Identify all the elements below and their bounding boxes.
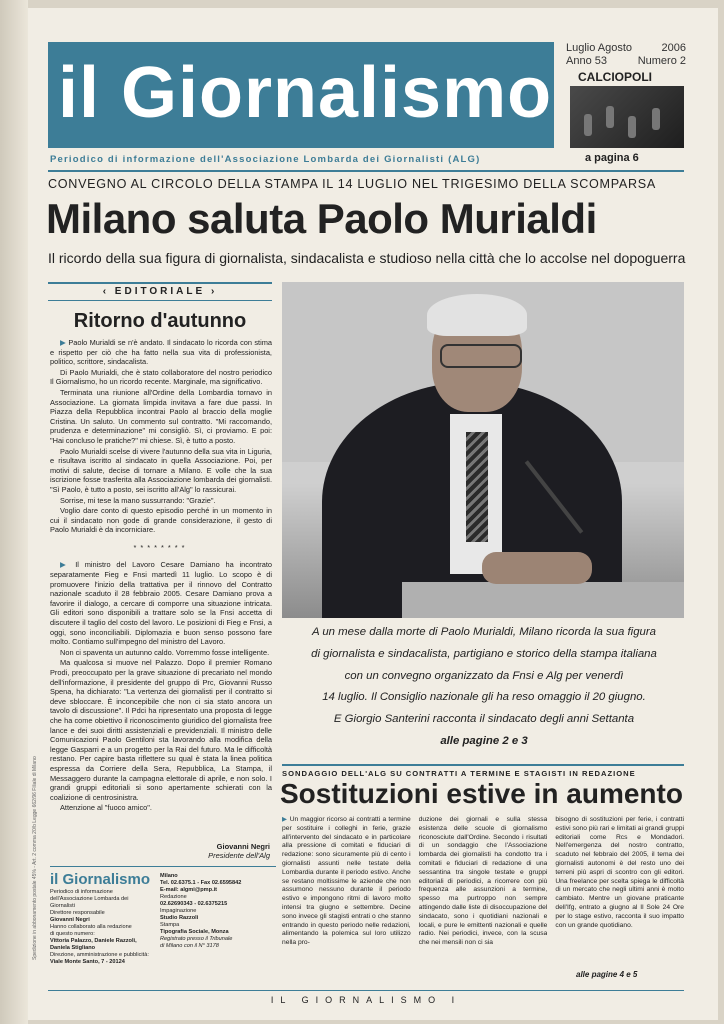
- player-figure: [652, 108, 660, 130]
- calciopoli-label: CALCIOPOLI: [578, 70, 652, 84]
- editoriale-title[interactable]: Ritorno d'autunno: [73, 310, 247, 332]
- murialdi-photo[interactable]: [282, 282, 684, 618]
- photo-hand: [482, 552, 592, 584]
- arrow-icon: ▶: [60, 560, 76, 570]
- lead-deck: Il ricordo della sua figura di giornalista, sindacalista e studioso nella città che lo accolse nel dopoguerra: [48, 250, 686, 266]
- arrow-icon: ▶: [282, 816, 290, 823]
- editoriale-paragraph: Sorrise, mi tese la mano sussurrando: "Grazie".: [60, 495, 216, 505]
- colophon: [50, 866, 276, 965]
- editoriale-paragraph: Attenzione al "fuoco amico".: [60, 803, 152, 813]
- sondaggio-column: bisogno di sostituzioni per ferie, i contratti estivi sono più rari e limitati ai grandi gruppi editoriali come Rcs e Mondadori. Nell'emergenza del nostro contratto, scaduto nel febbraio del 2005, il tema dei giornalisti autonomi è del resto uno dei terreni più aspri di scontro con gli editori. Una freelance per scelta spiega le difficoltà di un mercato che negli ultimi anni è molto cambiato. Mentre un giovane praticante dell'Ifg, entrato a giugno al Il Sole 24 Ore per lo stage estivo, racconta il suo impatto con un grande quotidiano.: [555, 816, 685, 929]
- calciopoli-page-ref[interactable]: a pagina 6: [585, 152, 639, 164]
- photo-glasses: [440, 344, 522, 368]
- sondaggio-page-ref[interactable]: alle pagine 4 e 5: [576, 970, 638, 979]
- sondaggio-body: [282, 816, 684, 984]
- sondaggio-column: ▶ Un maggior ricorso ai contratti a termine per sostituire i colleghi in ferie, grazie all'intervento del sindacato e in particolare alla pressione di comitati e fiduciari di redazione: sono sicuramente più di cento i giornalisti assunti nelle testate della Lombardia durante il periodo estivo. Anche se restano moltissime le aziende che non assumono nessuno durante il periodo estivo e impongono ritmi di lavoro molto intensi tra giugno e settembre. Decine sono invece gli stagisti entrati o che stanno entrando in questo periodo nelle redazioni, alimentando la polemica sul loro utilizzo nella pro-: [282, 816, 411, 947]
- sondaggio-rule: [282, 764, 684, 766]
- lead-kicker: CONVEGNO AL CIRCOLO DELLA STAMPA IL 14 LUGLIO NEL TRIGESIMO DELLA SCOMPARSA: [48, 177, 656, 191]
- photo-hair: [427, 294, 527, 336]
- page-footer: IL GIORNALISMO I: [48, 990, 684, 1005]
- lead-headline[interactable]: Milano saluta Paolo Murialdi: [46, 195, 597, 242]
- calciopoli-photo[interactable]: [570, 86, 684, 148]
- issue-anno: Anno 53: [566, 55, 607, 67]
- issue-months: Luglio Agosto: [566, 42, 633, 54]
- editoriale-paragraph: Voglio dare conto di questo episodio perché in un momento in cui il sindacato non gode di grande considerazione, il gesto di Paolo Murialdi è da incorniciare.: [50, 506, 272, 535]
- editoriale-band-label: EDITORIALE: [114, 286, 206, 297]
- issue-info: [566, 42, 686, 68]
- sondaggio-title[interactable]: Sostituzioni estive in aumento: [280, 778, 683, 809]
- editoriale-paragraph: Terminata una riunione all'Ordine della Lombardia tornavo in Associazione. La giornata limpida invitava a fare due passi. In Piazza della Repubblica incontrai Paolo al braccio della moglie Cristina. Un saluto. Un commento sul contratto. "Mi raccomando, prudenza e determinazione" mi consigliò. Sì, ci proviamo. E poi: "Hai concluso le pratiche?" mi chiese. Sì, è tutto a posto.: [50, 387, 272, 445]
- colophon-logo: il Giornalismo: [50, 871, 151, 888]
- sondaggio-column: duzione dei giornali e sulla stessa esistenza delle scuole di giornalismo riconosciute dall'Ordine. Secondo i risultati di un sondaggio che l'Associazione lombarda dei giornalisti ha condotto tra i comitati e fiduciari di redazione di una sessantina tra singole testate e gruppi editoriali di periodici, a ricorrere con più frequenza alle assunzioni a termine, spesso ma purtroppo non sempre attingendo dalle liste di disoccupazione del sindacato, sono i quotidiani nazionali e locali, e pure le emittenti nazionali e quelle radio. Nei periodici, invece, con la scusa che nei mensili non ci sia: [418, 816, 548, 947]
- player-figure: [584, 114, 592, 136]
- masthead-rule: [48, 170, 684, 172]
- masthead-title: il Giornalismo: [58, 53, 553, 133]
- author-role: Presidente dell'Alg: [208, 851, 270, 860]
- caption-page-ref[interactable]: alle pagine 2 e 3: [440, 734, 528, 747]
- issue-year: 2006: [661, 42, 686, 54]
- photo-desk: [402, 582, 684, 618]
- author-name: Giovanni Negri: [216, 842, 270, 851]
- colophon-right: Milano Tel. 02.6375.1 - Fax 02.6595842 E-mail: algmi@pmp.it Redazione 02.62690343 - 02.6375215 Impaginazione Studio Razzoli Stampa Tipografia Sociale, Monza Registrato presso il Tribunale di Milano con il N° 3178: [160, 873, 242, 949]
- editoriale-body: [50, 338, 272, 814]
- player-figure: [606, 106, 614, 128]
- editoriale-signature: [120, 842, 270, 860]
- sondaggio-kicker: SONDAGGIO DELL'ALG SU CONTRATTI A TERMINE E STAGISTI IN REDAZIONE: [282, 769, 636, 778]
- postal-note: Spedizione in abbonamento postale 45% - Art. 2 comma 20/b Legge 662/96 Filiale di Milano: [32, 756, 38, 960]
- issue-numero: Numero 2: [637, 55, 686, 67]
- masthead-subtitle: Periodico di informazione dell'Associazione Lombarda dei Giornalisti (ALG): [50, 154, 481, 165]
- editoriale-paragraph: Paolo Murialdi scelse di vivere l'autunno della sua vita in Liguria, e risultava iscritto al sindacato in quella Associazione. Poi, per motivi di salute, decise di tornare a Milano. E volle che la sua iscrizione fosse trasferita alla Associazione lombarda dei giornalisti. "Sì Paolo, è tutto a posto, sei iscritto all'Alg" lo rassicurai.: [50, 446, 272, 494]
- page-spine: [0, 0, 28, 1024]
- section-separator: ********: [133, 542, 189, 552]
- editoriale-paragraph: ▶ Paolo Murialdi se n'è andato. Il sindacato lo ricorda con stima e rispetto per ciò che ha fatto nella sua vita di professionista, politico, scrittore, sindacalista.: [50, 338, 272, 367]
- photo-caption: A un mese dalla morte di Paolo Murialdi, Milano ricorda la sua figura di giornalista e sindacalista, partigiano e storico della stampa italiana con un convegno organizzato da Fnsi e Alg per venerdì 14 luglio. Il Consiglio nazionale gli ha reso omaggio il 20 giugno. E Giorgio Santerini racconta il sindacato degli anni Settanta alle pagine 2 e 3: [284, 622, 684, 753]
- editoriale-band: ‹ EDITORIALE ›: [48, 282, 272, 301]
- masthead: [48, 42, 554, 148]
- editoriale-paragraph: Ma qualcosa si muove nel Palazzo. Dopo il premier Romano Prodi, preoccupato per la grave situazione di precariato nel mondo dell'informazione, il presidente del gruppo di Prc, Giovanni Russo Spena, ha dichiarato: "La vertenza dei giornalisti per il contratto si deve sbloccare. È inconcepibile che non ci sia stato ancora un tavolo di discussione". Il Pdci ha ripresentato una proposta di legge che ha come obiettivo il riconoscimento giuridico del giornalista free lance e dei suoi diritti assistenziali e previdenziali. Il ministro delle Comunicazioni Paolo Gentiloni sta lavorando alla modifica della legge Gasparri e a un progetto per la Rai del futuro. Ma le difficoltà restano. Per capire basta riflettere su qual è stata la linea politica espressa da Corriere della Sera, Repubblica, La Stampa, il Messaggero durante la campagna elettorale di aprile, e non solo. I grandi gruppi editoriali si sono apertamente schierati con la coalizione di centrosinistra.: [50, 658, 272, 802]
- colophon-left: Periodico di informazione dell'Associazione Lombarda dei Giornalisti Direttore responsabile Giovanni Negri Hanno collaborato alla redazione di questo numero: Vittoria Palazzo, Daniele Razzoli, Daniela Stigliano Direzione, amministrazione e pubblicità: Viale Monte Santo, 7 - 20124: [50, 889, 149, 965]
- photo-tie: [466, 432, 488, 542]
- player-figure: [628, 116, 636, 138]
- editoriale-paragraph: Di Paolo Murialdi, che è stato collaboratore del nostro periodico Il Giornalismo, ho un ricordo recente. Marginale, ma significativo.: [50, 367, 272, 387]
- arrow-icon: ▶: [60, 338, 69, 347]
- editoriale-paragraph: ▶ Il ministro del Lavoro Cesare Damiano ha incontrato separatamente Fieg e Fnsi martedì 11 luglio. Lo scopo è di promuovere l'inizio della trattativa per il rinnovo del Contratto nazionale scaduto il 28 febbraio 2005. Cesare Damiano prova a favorire il dialogo, a cercare di comporre una situazione intricata. Gli editori sono disponibili a trattare solo se la Fnsi accetta di discutere il taglio del costo del lavoro. Le posizioni di Fieg e Fnsi, a oggi, sono inconciliabili. Diplomazia e buon senso possono fare molto. Contiamo sull'impegno del ministro del Lavoro.: [50, 560, 272, 647]
- editoriale-paragraph: Non ci spaventa un autunno caldo. Vorremmo fosse intelligente.: [60, 647, 270, 657]
